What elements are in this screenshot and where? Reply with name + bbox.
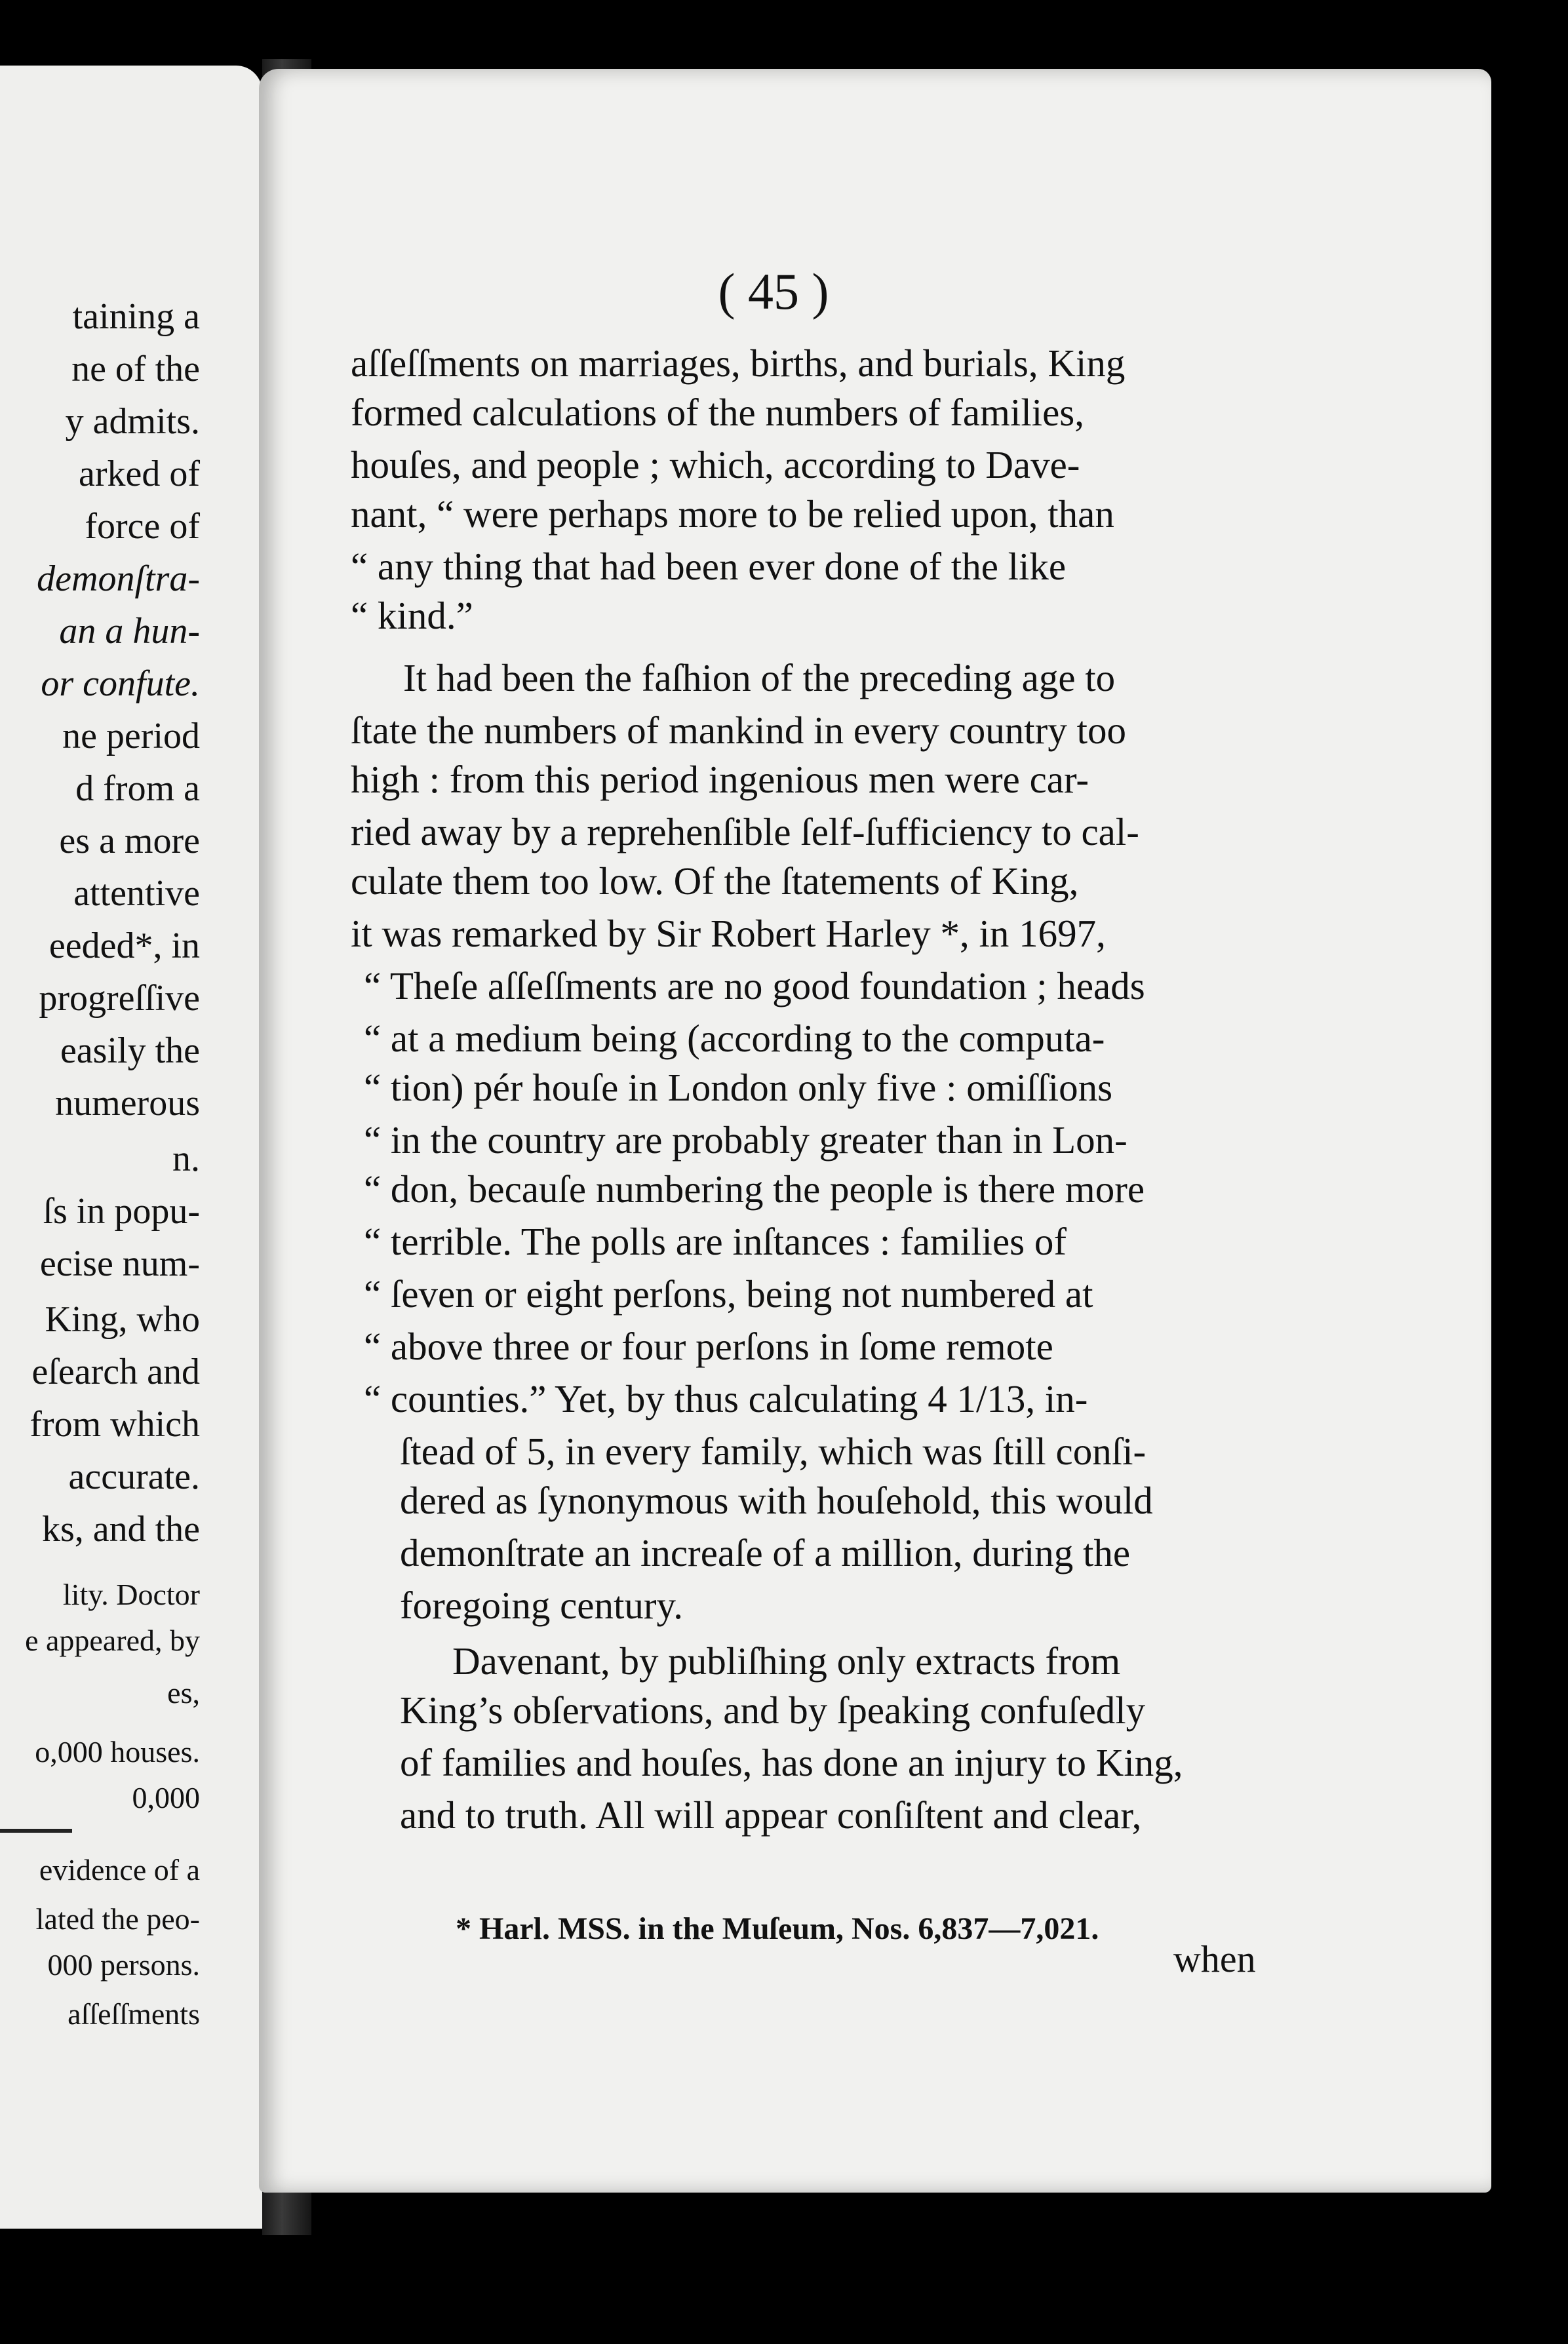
- left-page-line: or confute.: [41, 663, 200, 704]
- body-line: formed calculations of the numbers of families,: [351, 391, 1085, 434]
- body-line: Davenant, by publiſhing only extracts from: [452, 1639, 1121, 1683]
- left-page-line: progreſſive: [39, 978, 200, 1019]
- left-page-line: taining a: [72, 296, 200, 337]
- left-page-line: lated the peo-: [35, 1902, 200, 1936]
- left-page-line: 000 persons.: [47, 1948, 200, 1982]
- body-line: nant, “ were perhaps more to be relied upon, than: [351, 492, 1114, 536]
- body-line: King’s obſervations, and by ſpeaking confuſedly: [400, 1689, 1146, 1732]
- left-page-line: d from a: [75, 768, 200, 809]
- body-line: and to truth. All will appear conſiſtent and clear,: [400, 1793, 1142, 1837]
- left-page-line: eeded*, in: [49, 926, 200, 966]
- body-line: “ terrible. The polls are inſtances : families of: [364, 1220, 1067, 1263]
- left-page-line: es,: [167, 1676, 200, 1709]
- body-line: high : from this period ingenious men were car-: [351, 758, 1089, 801]
- body-line: “ ſeven or eight perſons, being not numbered at: [364, 1272, 1093, 1316]
- left-page-line: n.: [172, 1139, 200, 1179]
- body-line: ſtate the numbers of mankind in every country too: [351, 709, 1126, 752]
- left-page-line: accurate.: [68, 1456, 200, 1497]
- left-page-line: y admits.: [65, 401, 200, 442]
- body-line: “ at a medium being (according to the computa-: [364, 1017, 1105, 1060]
- catchword: when: [1173, 1938, 1256, 1980]
- body-line: aſſeſſments on marriages, births, and burials, King: [351, 342, 1126, 385]
- body-line: ried away by a reprehenſible ſelf-ſufficiency to cal-: [351, 810, 1139, 853]
- left-page-line: ſs in popu-: [43, 1191, 200, 1232]
- page-number: ( 45 ): [718, 263, 829, 320]
- body-line: of families and houſes, has done an injury to King,: [400, 1741, 1183, 1784]
- body-line: “ kind.”: [351, 594, 473, 637]
- left-page-line: arked of: [78, 454, 200, 494]
- left-page: [0, 66, 262, 2229]
- left-page-line: King, who: [45, 1299, 200, 1340]
- body-line: “ Theſe aſſeſſments are no good foundation ; heads: [364, 964, 1145, 1007]
- left-page-line: es a more: [59, 821, 200, 861]
- body-line: It had been the faſhion of the preceding age to: [403, 656, 1116, 699]
- left-page-line: ecise num-: [39, 1243, 200, 1284]
- left-page-line: aſſeſſments: [68, 1997, 200, 2031]
- body-line: culate them too low. Of the ſtatements of King,: [351, 859, 1079, 903]
- left-page-line: e appeared, by: [25, 1624, 200, 1657]
- left-page-line: eſearch and: [31, 1352, 200, 1392]
- left-page-line: lity. Doctor: [62, 1578, 200, 1611]
- left-page-line: o,000 houses.: [35, 1735, 200, 1768]
- body-line: “ tion) pér houſe in London only five : omiſſions: [364, 1066, 1113, 1109]
- left-page-line: ks, and the: [41, 1509, 200, 1550]
- left-page-rule: [0, 1829, 72, 1833]
- left-page-line: from which: [29, 1404, 200, 1445]
- left-page-line: easily the: [60, 1030, 200, 1071]
- left-page-line: attentive: [73, 873, 200, 914]
- body-line: foregoing century.: [400, 1584, 683, 1627]
- left-page-line: numerous: [55, 1083, 200, 1123]
- left-page-line: force of: [85, 506, 200, 547]
- body-line: “ don, becauſe numbering the people is there more: [364, 1167, 1145, 1211]
- body-line: it was remarked by Sir Robert Harley *, in 1697,: [351, 912, 1106, 955]
- left-page-line: evidence of a: [39, 1853, 200, 1886]
- body-line: demonſtrate an increaſe of a million, during the: [400, 1531, 1131, 1574]
- body-line: “ counties.” Yet, by thus calculating 4 1/13, in-: [364, 1377, 1088, 1420]
- body-line: “ any thing that had been ever done of the like: [351, 545, 1067, 588]
- body-line: houſes, and people ; which, according to Dave-: [351, 443, 1080, 486]
- left-page-line: ne of the: [71, 349, 200, 389]
- body-line: “ in the country are probably greater than in Lon-: [364, 1118, 1127, 1162]
- left-page-line: ne period: [62, 716, 200, 756]
- left-page-line: 0,000: [132, 1781, 200, 1814]
- body-line: ſtead of 5, in every family, which was ſtill conſi-: [400, 1430, 1147, 1473]
- body-line: dered as ſynonymous with houſehold, this would: [400, 1479, 1153, 1522]
- left-page-line: an a hun-: [59, 611, 200, 652]
- body-line: “ above three or four perſons in ſome remote: [364, 1325, 1053, 1368]
- left-page-line: demonſtra-: [37, 558, 200, 599]
- footnote: * Harl. MSS. in the Muſeum, Nos. 6,837—7,021.: [456, 1911, 1099, 1946]
